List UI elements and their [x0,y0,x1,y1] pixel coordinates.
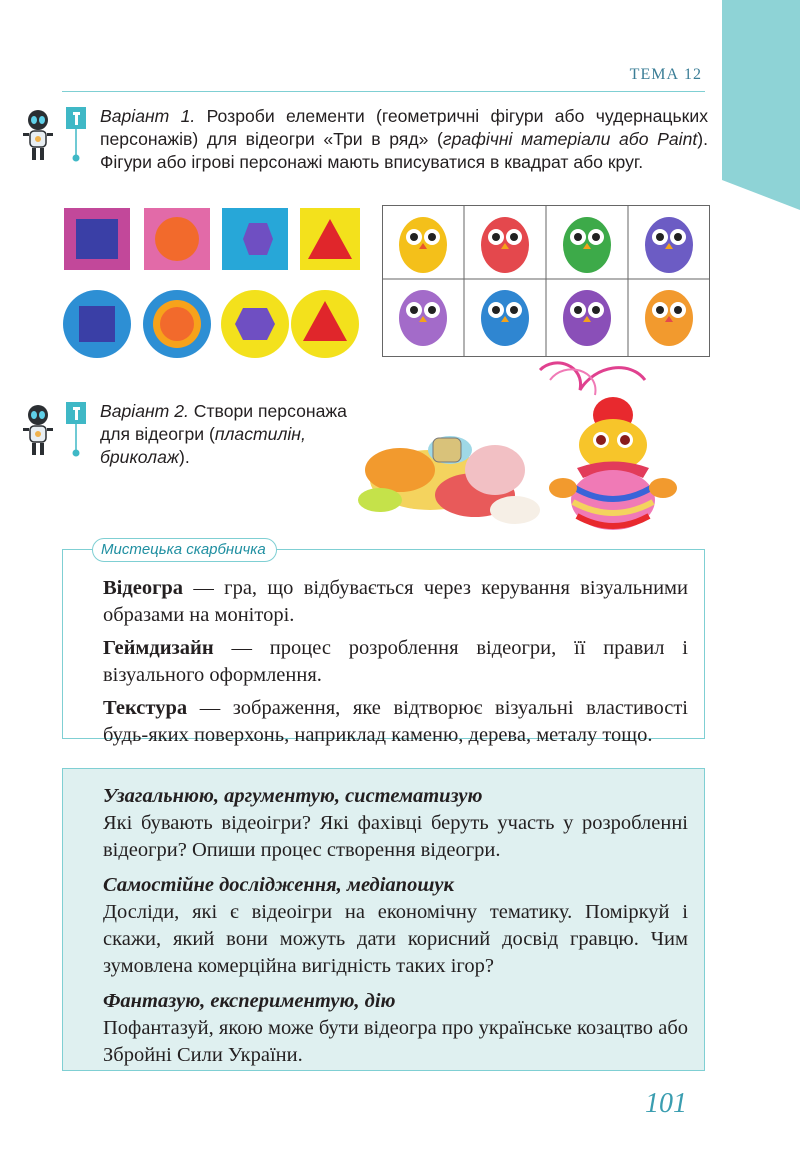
owls-grid-illustration [382,205,710,357]
robot-icon [20,108,56,162]
variant-2-text [100,400,362,469]
corner-tab [722,0,800,210]
owl-6 [481,290,529,346]
robot-icon [20,403,56,457]
summary-text: Досліди, які є відеоігри на економічну тематику. Поміркуй і скажи, який вони можуть дати корисний досвід гравцю. Чим зумовлена комерційна вигідність таких ігор? [103,901,688,977]
variant-1-materials: графічні матеріали або Paint [442,129,698,149]
topic-label: ТЕМА 12 [629,66,702,83]
owl-7 [563,290,611,346]
owl-4 [645,217,693,273]
summary-heading: Самостійне дослідження, медіапошук [103,874,454,896]
glossary-definition: — зображення, яке відтворює візуальні властивості будь-яких поверхонь, наприклад каменю, дерева, металу тощо. [103,697,688,746]
owl-3 [563,217,611,273]
glossary-entry [103,635,688,689]
variant-1-text-b: ). Фігури або ігрові персонажі мають вписуватися в квадрат або круг. [100,129,708,172]
glossary-term: Текстура [103,697,188,719]
variant-1-label: Варіант 1. [100,106,196,126]
glossary-definition: — процес розроблення відеогри, її правил і візуального оформлення. [103,637,688,686]
summary-text: Пофантазуй, якою може бути відеогра про українське козацтво або Збройні Сили України. [103,1017,688,1066]
owl-5 [399,290,447,346]
owl-8 [645,290,693,346]
variant-1-text [100,105,708,174]
summary-content [103,783,688,1077]
owl-1 [399,217,447,273]
variant-2-text-b: ). [178,447,190,467]
glossary-entry [103,695,688,749]
plasticine-craft-photo [355,360,700,535]
summary-text: Які бувають відеоігри? Які фахівці беруть участь у розробленні відеогри? Опиши процес створення відеогри. [103,812,688,861]
glossary-term: Відеогра [103,577,184,599]
task-marker-icon [66,402,88,458]
task-marker-icon [66,107,88,163]
summary-heading: Фантазую, експериментую, дію [103,990,396,1012]
variant-1-text-a: Розроби елементи (геометричні фігури або чудернацьких персонажів) для відеогри «Три в ряд» ( [100,106,708,149]
glossary-entry [103,575,688,629]
shapes-illustration [62,205,362,365]
treasury-title: Мистецька скарбничка [92,538,277,562]
owl-2 [481,217,529,273]
variant-2-label: Варіант 2. [100,401,189,421]
summary-heading: Узагальнюю, аргументую, систематизую [103,785,483,807]
glossary-definition: — гра, що відбувається через керування візуальними образами на моніторі. [103,577,688,626]
glossary-term: Геймдизайн [103,637,214,659]
page-number: 101 [645,1088,687,1119]
variant-2-materials: пластилін, бриколаж [100,424,306,467]
header-divider [62,91,705,92]
glossary [103,575,688,755]
variant-2-text-a: Створи персонажа для відеогри ( [100,401,347,444]
